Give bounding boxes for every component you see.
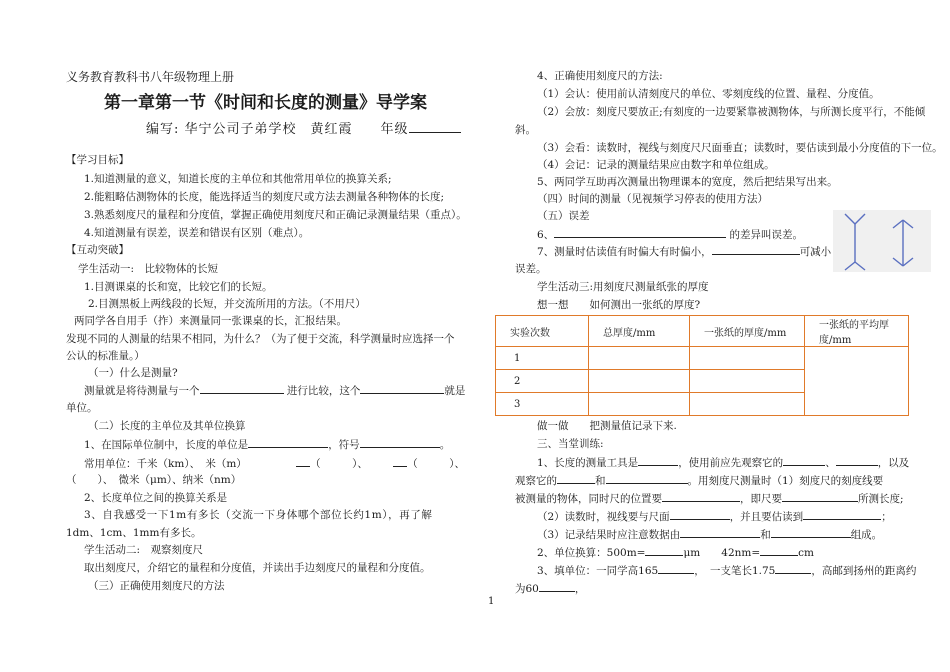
- answer-blank: [606, 472, 688, 484]
- reduce-error: [537, 243, 831, 259]
- table-cell[interactable]: [589, 393, 690, 416]
- practice-q3: [537, 562, 916, 578]
- answer-blank: [680, 526, 760, 538]
- fill-text: ，以及: [877, 457, 910, 469]
- si-unit-question: [84, 436, 450, 452]
- answer-blank: [783, 454, 825, 466]
- ruler-rule: （1）会认：使用前认清刻度尺的单位、零刻度线的位置、量程、分度值。: [537, 88, 880, 100]
- ruler-rule: （4）会记：记录的测量结果应由数字和单位组成。: [537, 159, 775, 171]
- fill-text: 常用单位：千米（km）、 米（m）: [84, 458, 247, 470]
- interact-heading: 【互动突破】: [66, 244, 129, 256]
- fill-text: 被测量的物体，同时尺的位置要: [515, 493, 662, 505]
- practice-q1-read: [537, 508, 892, 524]
- answer-blank: [393, 455, 407, 467]
- table-cell-trial: 3: [496, 393, 589, 416]
- answer-blank: [645, 544, 683, 556]
- fill-text: 观察它的: [515, 475, 557, 487]
- fill-text: ，并且要估读到: [729, 511, 804, 523]
- fill-text: 组成。: [850, 529, 883, 541]
- answer-blank: [200, 382, 284, 394]
- unit-conversion: 2、长度单位之间的换算关系是: [84, 492, 228, 504]
- measure-definition-end: 单位。: [66, 402, 98, 414]
- fill-text: （3）记录结果时应注意数据由: [537, 529, 681, 541]
- question-units: （二）长度的主单位及其单位换算: [88, 420, 246, 432]
- goal-item: 2.能粗略估测物体的长度，能选择适当的刻度尺或方法去测量各种物体的长度;: [84, 191, 445, 203]
- left-column: [66, 0, 471, 672]
- activity-two-step: 取出刻度尺，介绍它的量程和分度值，并读出手边刻度尺的量程和分度值。: [84, 562, 431, 574]
- answer-blank: [557, 472, 595, 484]
- goal-item: 3.熟悉刻度尺的量程和分度值，掌握正确使用刻度尺和正确记录测量结果（重点）。: [84, 209, 467, 221]
- practice-q1-record: [537, 526, 882, 542]
- activity-three: 学生活动三:用刻度尺测量纸张的厚度: [537, 281, 709, 293]
- fill-text: （ ）、: [310, 458, 368, 470]
- ruler-method-heading: 4、正确使用刻度尺的方法:: [537, 70, 663, 82]
- activity-one-step: 两同学各自用手（拃）来测量同一张课桌的长，汇报结果。: [74, 315, 347, 327]
- answer-blank: [360, 436, 440, 448]
- activity-one-step: 2.目测黑板上两线段的长短，并交流所用的方法。（不用尺）: [88, 298, 366, 310]
- measure-book-width: 5、两同学互助再次测量出物理课本的宽度，然后把结果写出来。: [537, 176, 838, 188]
- textbook-header: 义务教育教科书八年级物理上册: [66, 70, 235, 84]
- common-units: [84, 455, 465, 471]
- error-heading: （五）误差: [537, 210, 590, 222]
- fill-text: 1、在国际单位制中，长度的单位是: [84, 439, 249, 451]
- fill-text: 6、: [537, 229, 555, 241]
- fill-text: 和: [760, 529, 771, 541]
- answer-blank: [638, 454, 678, 466]
- fill-text: 7、测量时估读值有时偏大有时偏小，: [537, 246, 712, 258]
- answer-blank: [296, 455, 310, 467]
- table-cell-trial: 2: [496, 370, 589, 393]
- table-row: [496, 347, 909, 370]
- table-cell-average[interactable]: [805, 347, 909, 416]
- fill-text: （2）读数时，视线要与尺面: [537, 511, 670, 523]
- table-cell[interactable]: [690, 347, 805, 370]
- fill-text: 1、长度的测量工具是: [537, 457, 639, 469]
- fill-text: 测量就是将待测量与一个: [84, 385, 200, 397]
- answer-blank: [658, 562, 694, 574]
- activity-two: 学生活动二: 观察刻度尺: [84, 544, 204, 556]
- measure-definition: [84, 382, 465, 398]
- grade-blank: [409, 121, 461, 133]
- practice-q3-cont: [515, 580, 585, 596]
- fill-text: 、: [825, 457, 836, 469]
- answer-blank: [836, 454, 878, 466]
- table-cell[interactable]: [690, 393, 805, 416]
- answer-blank: [712, 243, 800, 255]
- fill-text: ，高邮到扬州的距离约: [811, 565, 917, 577]
- arrow-lines-image: [833, 210, 931, 272]
- practice-q1-cont: [515, 472, 883, 488]
- time-measurement: （四）时间的测量（见视频学习停表的使用方法）: [537, 193, 768, 205]
- fill-text: ；: [881, 511, 892, 523]
- activity-one-step: 发现不同的人测量的结果不相同，为什么？（为了便于交流，科学测量时应选择一个: [66, 333, 455, 345]
- practice-q2: [537, 544, 814, 560]
- activity-one: 学生活动一: 比较物体的长短: [78, 263, 219, 275]
- fill-text: ，使用前应先观察它的: [678, 457, 784, 469]
- question-measure: （一）什么是测量?: [88, 367, 178, 379]
- practice-heading: 三、当堂训练:: [537, 438, 604, 450]
- table-header-row: [496, 316, 909, 347]
- fill-text: 的差异叫误差。: [729, 229, 804, 241]
- fill-text: 为60: [515, 583, 539, 595]
- answer-blank: [782, 490, 858, 502]
- author-text: 编写: 华宁公司子弟学校 黄红霞 年级: [146, 122, 409, 137]
- fill-text: 就是: [444, 385, 466, 397]
- ruler-rule: （2）会放：刻度尺要放正;有刻度的一边要紧靠被测物体，与所测长度平行，不能倾: [537, 106, 926, 118]
- table-header-cell: 一张纸的厚度/mm: [690, 316, 805, 347]
- fill-text: ，符号: [328, 439, 360, 451]
- table-cell[interactable]: [690, 370, 805, 393]
- fill-text: ，: [574, 583, 586, 595]
- feel-one-meter: 3、自我感受一下1m有多长（交流一下身体哪个部位长约1m），再了解: [84, 509, 433, 521]
- table-cell[interactable]: [589, 370, 690, 393]
- answer-blank: [554, 226, 726, 238]
- ruler-rule: （3）会看：读数时，视线与刻度尺尺面垂直；读数时，要估读到最小分度值的下一位。: [537, 142, 943, 154]
- fill-text: 可减小: [799, 246, 832, 258]
- answer-blank: [360, 382, 444, 394]
- fill-text: 。: [439, 439, 451, 451]
- fill-text: 3、填单位：一同学高165: [537, 565, 659, 577]
- table-header-cell: 实验次数: [496, 316, 589, 347]
- fill-text: ， 一支笔长1.75: [694, 565, 776, 577]
- common-units-cont: （ ）、 微米（μm）、纳米（nm）: [66, 474, 242, 486]
- fill-text: 。用刻度尺测量时（1）刻度尺的刻度线要: [687, 475, 884, 487]
- answer-blank: [771, 526, 851, 538]
- fill-text: cm: [798, 547, 814, 559]
- answer-blank: [775, 562, 811, 574]
- feel-one-meter-cont: 1dm、1cm、1mm有多长。: [66, 527, 202, 539]
- answer-blank: [803, 508, 881, 520]
- fill-text: 所测长度;: [858, 493, 904, 505]
- reduce-error-cont: 误差。: [515, 263, 547, 275]
- fill-text: 进行比较，这个: [286, 385, 361, 397]
- activity-one-step: 1.目测课桌的长和宽，比较它们的长短。: [84, 281, 273, 293]
- goal-item: 1.知道测量的意义，知道长度的主单位和其他常用单位的换算关系;: [84, 173, 392, 185]
- table-header-cell: 一张纸的平均厚度/mm: [805, 316, 909, 347]
- goal-item: 4.知道测量有误差，误差和错误有区别（难点）。: [84, 227, 310, 239]
- answer-blank: [662, 490, 740, 502]
- activity-one-step: 公认的标准量。）: [66, 350, 145, 362]
- answer-blank: [760, 544, 798, 556]
- table-cell-trial: 1: [496, 347, 589, 370]
- answer-blank: [539, 580, 575, 592]
- practice-q1: [537, 454, 909, 470]
- page-number: 1: [488, 596, 495, 607]
- do-it-prompt: 做一做 把测量值记录下来.: [537, 420, 677, 432]
- error-definition: [537, 226, 803, 242]
- paper-thickness-table: [495, 315, 909, 416]
- question-ruler-use: （三）正确使用刻度尺的方法: [88, 580, 225, 592]
- fill-text: μm 42nm=: [683, 547, 761, 559]
- author-line: [146, 118, 461, 137]
- practice-q1-cont: [515, 490, 904, 506]
- ruler-rule-cont: 斜。: [515, 124, 536, 136]
- table-cell[interactable]: [589, 347, 690, 370]
- document-title: 第一章第一节《时间和长度的测量》导学案: [104, 93, 427, 113]
- fill-text: （ ）、: [407, 458, 465, 470]
- goals-heading: 【学习目标】: [66, 154, 129, 166]
- illusion-figure: [833, 210, 931, 272]
- fill-text: 和: [595, 475, 606, 487]
- answer-blank: [248, 436, 328, 448]
- think-prompt: 想一想 如何测出一张纸的厚度?: [537, 299, 701, 311]
- table-header-cell: 总厚度/mm: [589, 316, 690, 347]
- fill-text: ，即尺要: [740, 493, 782, 505]
- fill-text: 2、单位换算：500m=: [537, 547, 646, 559]
- answer-blank: [670, 508, 730, 520]
